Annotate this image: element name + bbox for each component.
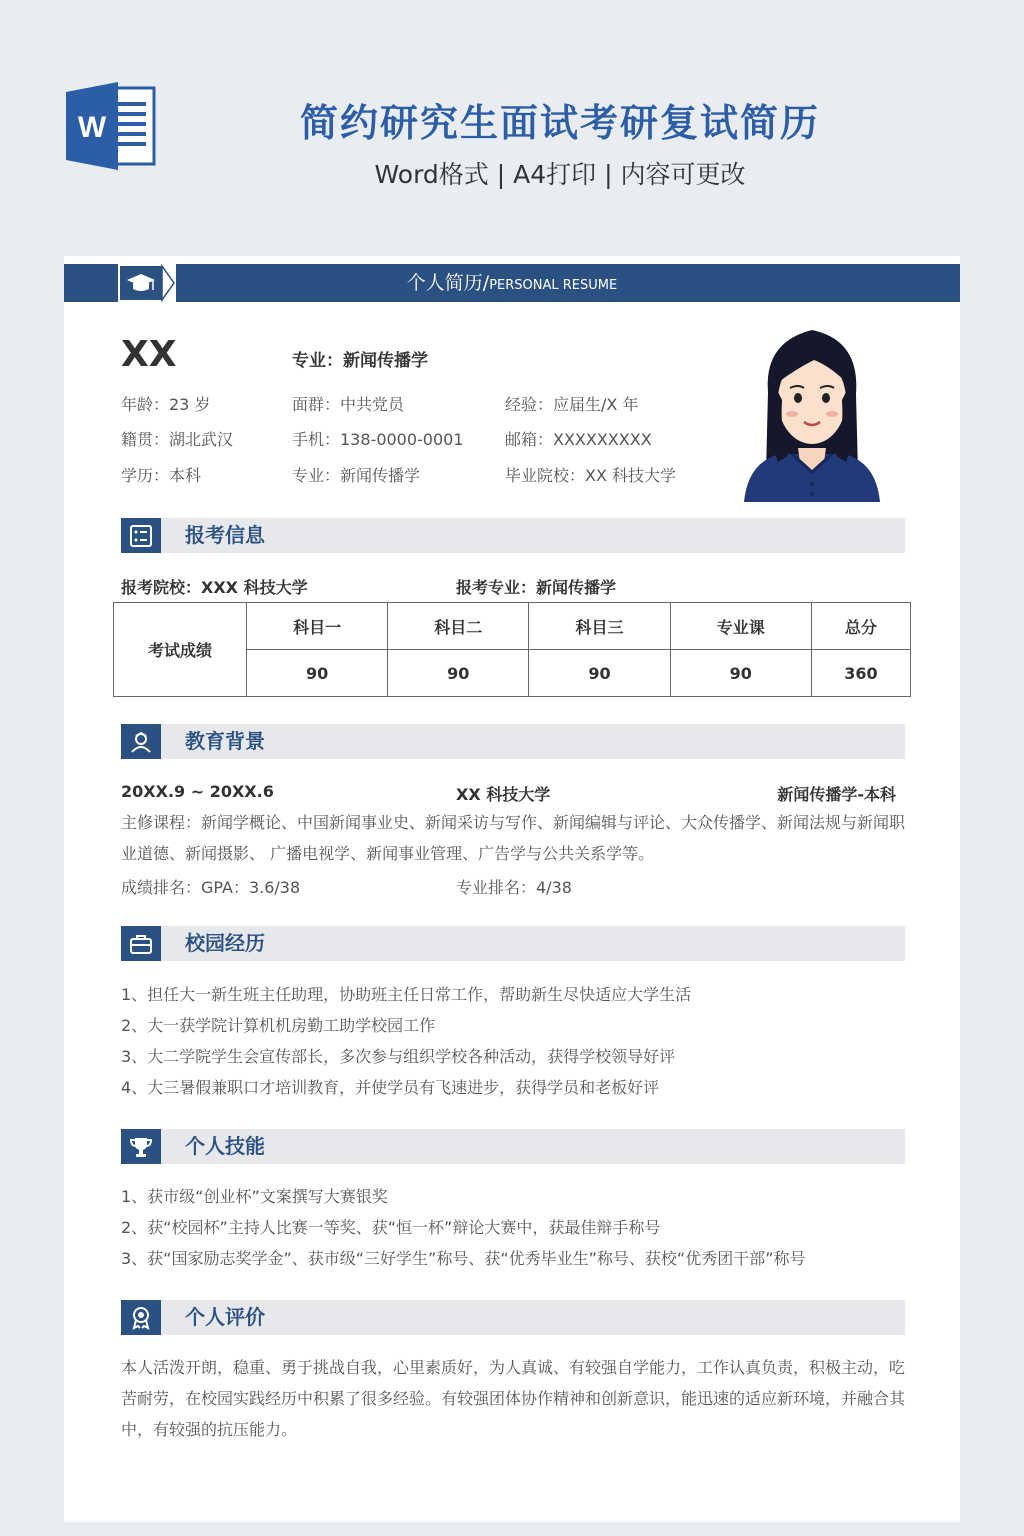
info-political: 面群：中共党员: [292, 395, 405, 414]
score-row-label: 考试成绩: [114, 603, 247, 697]
info-experience: 经验：应届生/X 年: [505, 395, 639, 414]
info-age: 年龄：23 岁: [121, 395, 211, 414]
score-value: 360: [811, 650, 910, 697]
score-table: [113, 602, 911, 697]
resume-page: [64, 256, 960, 1522]
table-row: [114, 603, 911, 650]
award-icon: [129, 1306, 153, 1330]
section-skills-header: [121, 1129, 905, 1164]
section-education-title: 教育背景: [185, 729, 265, 753]
info-phone: 手机：138-0000-0001: [292, 430, 464, 449]
avatar: [740, 322, 885, 502]
list-item: 1、获市级“创业杯”文案撰写大赛银奖: [121, 1187, 388, 1206]
score-value: 90: [247, 650, 388, 697]
banner-title: 简约研究生面试考研复试简历: [299, 101, 820, 145]
section-skills-title: 个人技能: [185, 1134, 265, 1158]
education-gpa: 成绩排名：GPA：3.6/38: [121, 878, 301, 897]
info-major: 专业：新闻传播学: [292, 466, 421, 485]
resume-header-bar: [64, 264, 960, 302]
score-header: 专业课: [670, 603, 811, 650]
info-degree: 学历：本科: [121, 466, 202, 485]
apply-school: 报考院校：XXX 科技大学: [121, 578, 308, 597]
info-email: 邮箱：XXXXXXXXX: [505, 430, 652, 449]
section-apply-title: 报考信息: [185, 523, 265, 547]
info-hometown: 籍贯：湖北武汉: [121, 430, 234, 449]
section-apply-header: [121, 518, 905, 553]
candidate-major: 专业：新闻传播学: [292, 351, 428, 371]
banner-subtitle: Word格式 | A4打印 | 内容可更改: [374, 160, 746, 189]
list-item: 2、大一获学院计算机机房勤工助学校园工作: [121, 1016, 436, 1035]
candidate-name: XX: [121, 334, 177, 375]
education-period: 20XX.9 ~ 20XX.6: [121, 782, 274, 801]
resume-title-en: PERSONAL RESUME: [489, 278, 618, 293]
score-value: 90: [388, 650, 529, 697]
word-logo-letter: W: [77, 111, 107, 144]
section-education-header: [121, 724, 905, 759]
score-value: 90: [529, 650, 670, 697]
section-campus-header: [121, 926, 905, 961]
trophy-icon: [129, 1135, 153, 1159]
apply-major: 报考专业：新闻传播学: [456, 578, 617, 597]
evaluation-text: 本人活泼开朗，稳重、勇于挑战自我，心里素质好，为人真诚、有较强自学能力，工作认真负责，积极主动，吃苦耐劳，在校园实践经历中积累了很多经验。有较强团体协作精神和创新意识，能迅速的适应新环境，并融合其中，有较强的抗压能力。: [121, 1358, 906, 1439]
section-evaluation-header: [121, 1300, 905, 1335]
briefcase-icon: [129, 932, 153, 956]
section-evaluation-title: 个人评价: [185, 1305, 265, 1329]
score-header: 总分: [811, 603, 910, 650]
score-header: 科目三: [529, 603, 670, 650]
education-degree: 新闻传播学-本科: [777, 785, 896, 804]
score-value: 90: [670, 650, 811, 697]
education-rank: 专业排名：4/38: [456, 878, 572, 897]
list-item: 3、大二学院学生会宣传部长，多次参与组织学校各种活动，获得学校领导好评: [121, 1047, 676, 1066]
list-item: 2、获“校园杯”主持人比赛一等奖、获“恒一杯”辩论大赛中，获最佳辩手称号: [121, 1218, 661, 1237]
section-campus-title: 校园经历: [185, 931, 265, 955]
education-courses: 主修课程：新闻学概论、中国新闻事业史、新闻采访与写作、新闻编辑与评论、大众传播学、新闻法规与新闻职业道德、新闻摄影、 广播电视学、新闻事业管理、广告学与公共关系学等。: [121, 813, 906, 863]
resume-title-cn: 个人简历/: [406, 272, 490, 294]
list-item: 4、大三暑假兼职口才培训教育，并使学员有飞速进步，获得学员和老板好评: [121, 1078, 660, 1097]
score-header: 科目二: [388, 603, 529, 650]
score-header: 科目一: [247, 603, 388, 650]
person-icon: [129, 730, 153, 754]
education-school: XX 科技大学: [456, 785, 551, 804]
list-icon: [129, 524, 153, 548]
word-logo-icon: [66, 82, 156, 170]
list-item: 1、担任大一新生班主任助理，协助班主任日常工作，帮助新生尽快适应大学生活: [121, 985, 692, 1004]
list-item: 3、获“国家励志奖学金”、获市级“三好学生”称号、获“优秀毕业生”称号、获校“优秀团干部”称号: [121, 1249, 806, 1268]
info-school: 毕业院校：XX 科技大学: [505, 466, 677, 485]
